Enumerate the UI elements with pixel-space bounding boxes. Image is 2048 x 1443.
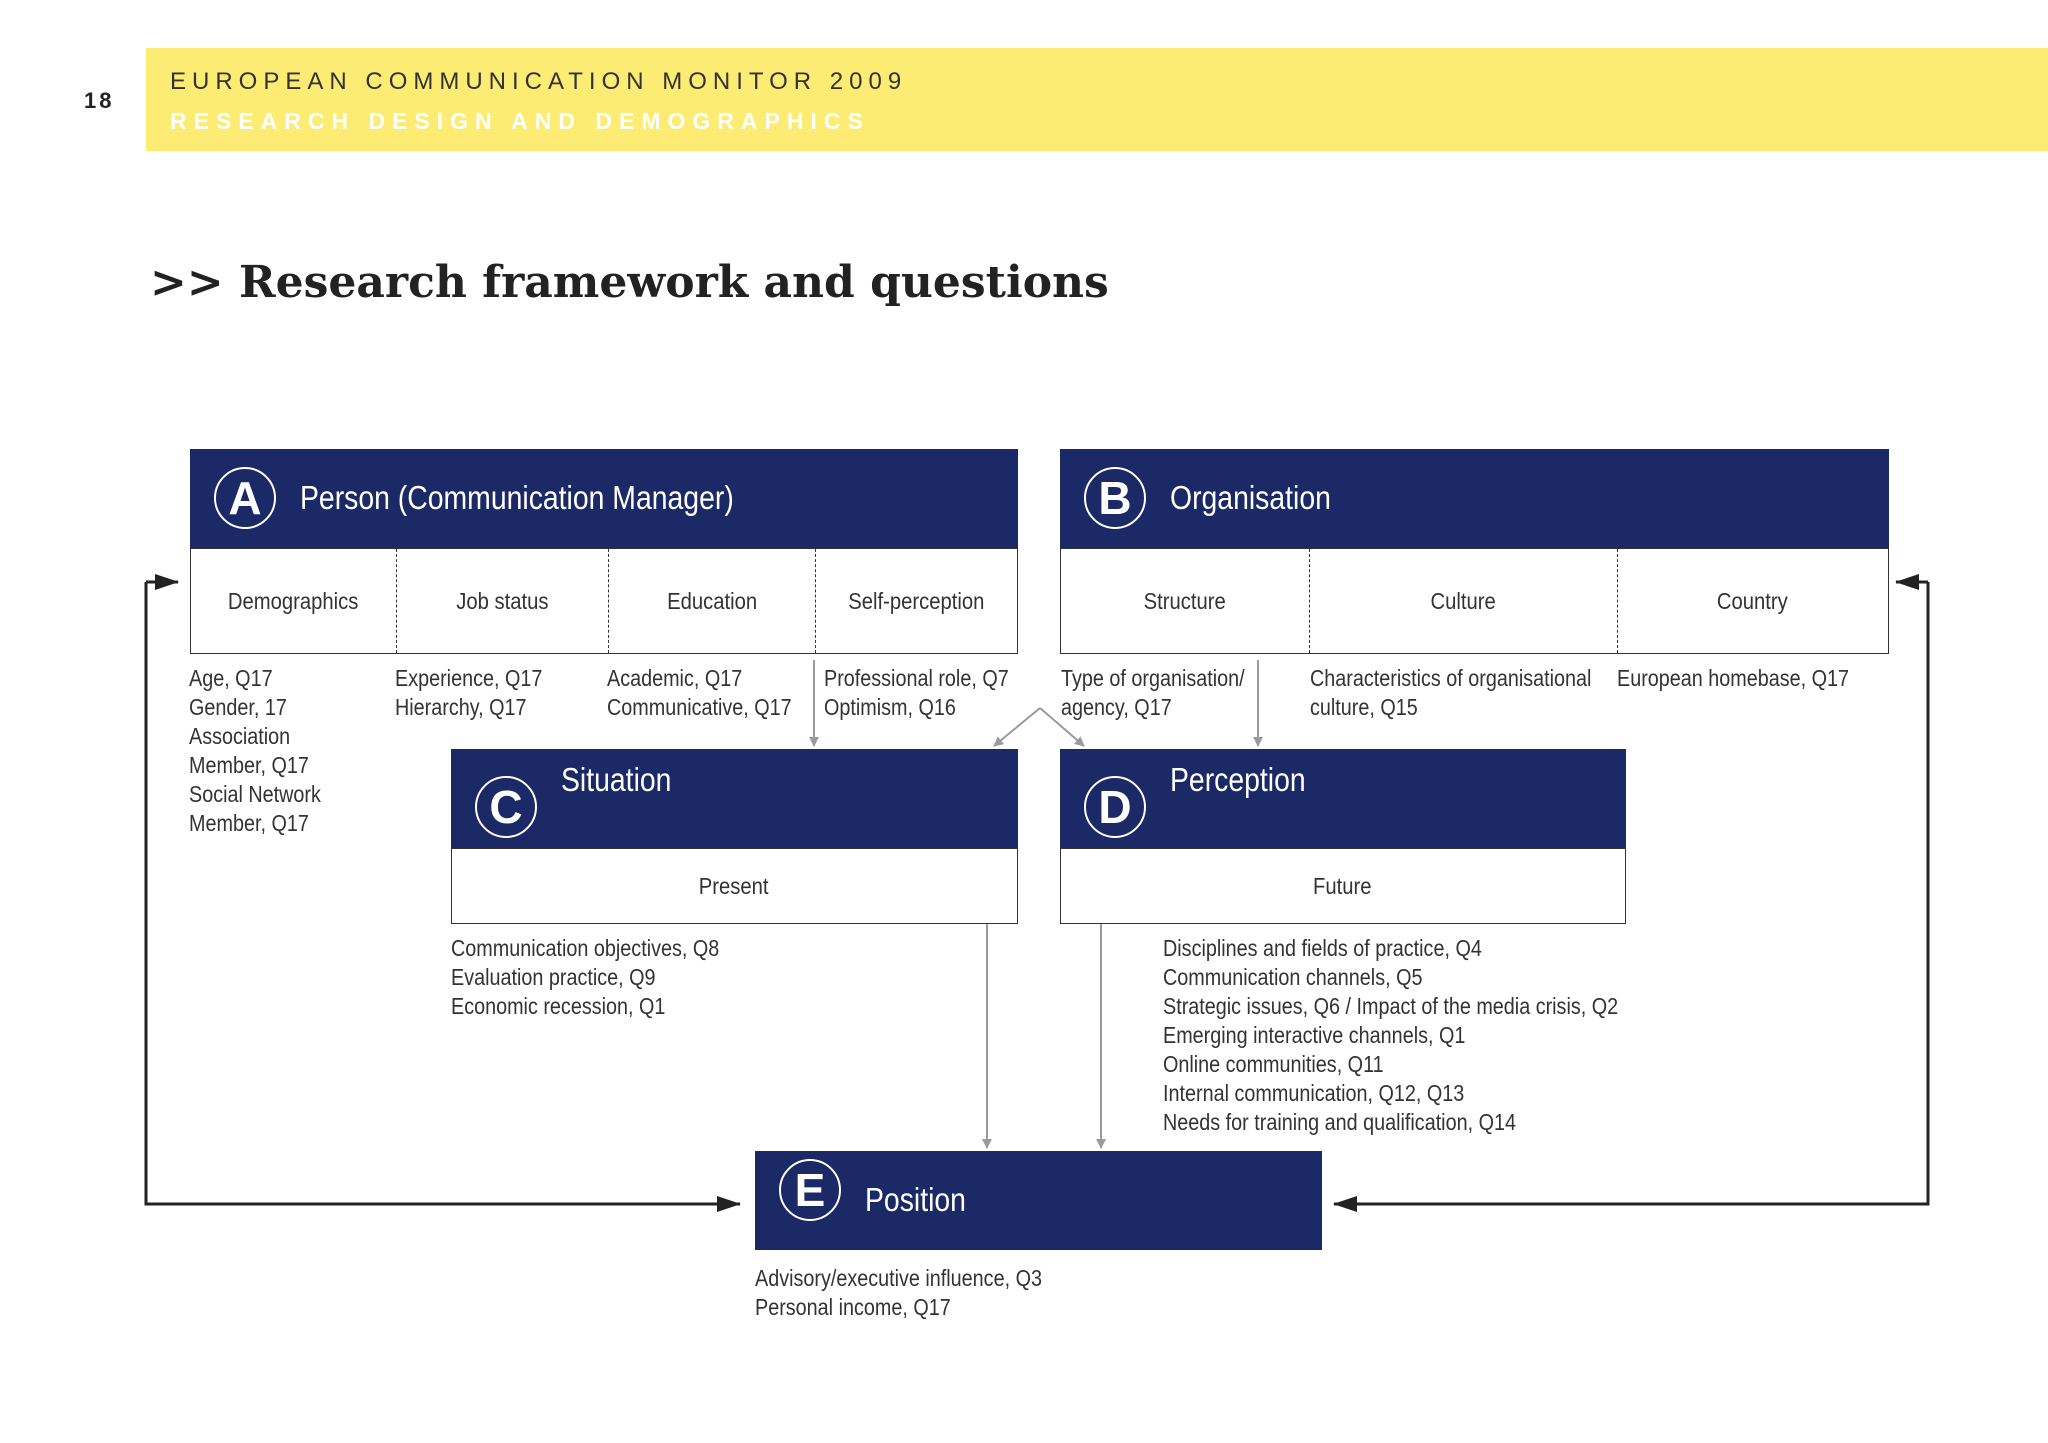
badge-a: A [214, 467, 276, 529]
box-a-title: Person (Communication Manager) [300, 479, 734, 516]
notes-self-perception: Professional role, Q7 Optimism, Q16 [824, 665, 1009, 720]
box-c-situation [451, 749, 1018, 848]
cell-education: Education [609, 549, 816, 653]
badge-e: E [779, 1159, 841, 1221]
page-number: 18 [84, 88, 115, 113]
cell-self-perception: Self-perception [847, 587, 985, 614]
header-title: EUROPEAN COMMUNICATION MONITOR 2009 [170, 68, 908, 95]
box-d-title: Perception [1170, 761, 1306, 798]
header-subtitle: RESEARCH DESIGN AND DEMOGRAPHICS [170, 108, 870, 134]
cell-country: Country [1717, 587, 1788, 614]
cell-structure: Structure [1061, 549, 1310, 653]
box-a-person [190, 449, 1018, 548]
badge-c: C [475, 776, 537, 838]
notes-perception: Disciplines and fields of practice, Q4 Communication channels, Q5 Strategic issues, Q6 / Impact of the media crisis, Q2 Emerging interactive channels, Q1 Online communities, Q11 Internal communication, Q12, Q13 Needs for training and qualification, Q14 [1163, 935, 1619, 1135]
notes-job-status: Experience, Q17 Hierarchy, Q17 [395, 665, 543, 720]
box-c-dimensions [451, 848, 1018, 924]
box-a-dimensions [190, 548, 1018, 654]
notes-structure: Type of organisation/ agency, Q17 [1061, 665, 1245, 720]
box-b-organisation [1060, 449, 1889, 548]
cell-demographics: Demographics [191, 549, 397, 653]
cell-future: Future [1313, 872, 1372, 899]
box-e-position [755, 1151, 1322, 1250]
notes-position: Advisory/executive influence, Q3 Personal income, Q17 [755, 1265, 1042, 1320]
cell-job-status: Job status [397, 549, 609, 653]
notes-demographics: Age, Q17 Gender, 17 Association Member, Q17 Social Network Member, Q17 [189, 665, 321, 836]
badge-b: B [1084, 467, 1146, 529]
badge-d: D [1084, 776, 1146, 838]
cell-present: Present [699, 872, 769, 899]
box-b-title: Organisation [1170, 479, 1331, 516]
box-d-perception [1060, 749, 1626, 848]
box-c-title: Situation [561, 761, 672, 798]
box-e-title: Position [865, 1181, 966, 1218]
page-title: >> Research framework and questions [150, 257, 1109, 308]
box-d-dimensions [1060, 848, 1626, 924]
cell-culture: Culture [1310, 549, 1618, 653]
notes-situation: Communication objectives, Q8 Evaluation practice, Q9 Economic recession, Q1 [451, 935, 720, 1019]
notes-culture: Characteristics of organisational culture, Q15 [1310, 665, 1592, 720]
notes-country: European homebase, Q17 [1617, 665, 1850, 691]
notes-education: Academic, Q17 Communicative, Q17 [607, 665, 792, 720]
box-b-dimensions [1060, 548, 1889, 654]
